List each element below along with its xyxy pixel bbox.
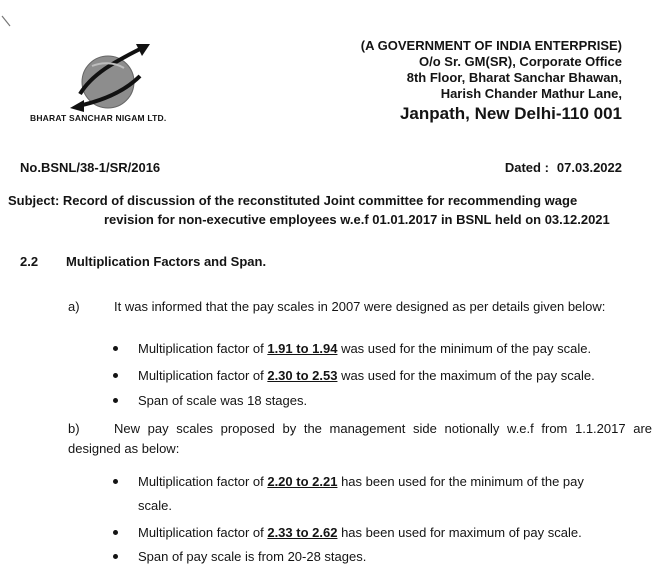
section-number: 2.2 [20,254,39,269]
scan-mark [0,14,16,34]
list-item [116,339,656,359]
company-name: BHARAT SANCHAR NIGAM LTD. [30,113,167,123]
address-line: (A GOVERNMENT OF INDIA ENTERPRISE) [360,38,622,53]
dated-label: Dated : [504,160,549,175]
bullet-text: Multiplication factor of [138,341,268,356]
bullet-text: has been used for maximum of pay scale. [337,525,582,540]
factor-value: 1.91 to 1.94 [267,341,338,356]
bullet-text: was used for the minimum of the pay scale. [337,341,592,356]
dated-value: 07.03.2022 [556,160,622,175]
bullet-text: Multiplication factor of [138,474,268,489]
bullet-text: was used for the maximum of the pay scale. [337,368,595,383]
paragraph-text: It was informed that the pay scales in 2007 were designed as per details given below: [114,299,606,314]
bullet-text: Span of scale was 18 stages. [138,393,308,408]
paragraph-a [68,297,652,317]
bullet-text: Multiplication factor of [138,368,268,383]
date-line [505,160,622,175]
section-heading [20,254,266,269]
list-item [116,523,656,543]
bullet-text: Multiplication factor of [138,525,268,540]
factor-value: 2.33 to 2.62 [267,525,338,540]
paragraph-label: a) [68,299,80,314]
address-line: 8th Floor, Bharat Sanchar Bhawan, [406,70,622,85]
subject-line: Subject: Record of discussion of the reconstituted Joint committee for recommending wage [8,193,578,208]
bsnl-logo-icon [62,36,162,116]
address-line: Harish Chander Mathur Lane, [440,86,622,101]
list-item [116,366,656,386]
list-item [116,547,656,567]
subject [8,191,660,229]
bullet-text: has been used for the minimum of the pay [337,474,584,489]
address-line: O/o Sr. GM(SR), Corporate Office [419,54,622,69]
factor-value: 2.20 to 2.21 [267,474,338,489]
paragraph-label: b) [68,421,80,436]
list-item [116,472,656,516]
list-item [116,391,656,411]
reference-number: No.BSNL/38-1/SR/2016 [20,160,161,175]
letterhead-address [361,38,622,126]
paragraph-text: New pay scales proposed by the management side notionally w.e.f from 1.1.2017 are designed as below: [68,421,652,456]
factor-value: 2.30 to 2.53 [267,368,338,383]
section-title: Multiplication Factors and Span. [66,254,267,269]
paragraph-b [68,419,652,459]
address-city: Janpath, New Delhi-110 001 [399,104,622,123]
bullet-text: Span of pay scale is from 20-28 stages. [138,549,367,564]
bullet-text: scale. [138,498,172,513]
subject-line: revision for non-executive employees w.e.f 01.01.2017 in BSNL held on 03.12.2021 [104,212,610,227]
